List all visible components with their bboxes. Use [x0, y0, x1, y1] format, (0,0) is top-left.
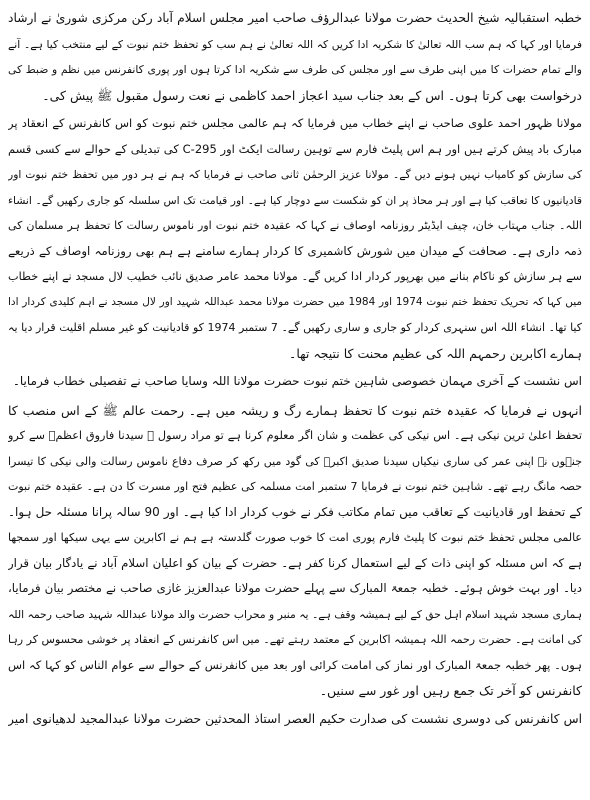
- text-line: ہمارے اکابرین رحمہم اللہ کی عظیم محنت کا نتیجہ تھا۔: [289, 345, 582, 361]
- text-line: ہماری مسجد شہید اسلام اہل حق کے لیے ہمیشہ وقف ہے۔ یہ منبر و محراب حضرت والد مولانا عبداللہ شہید صاحب رحمہ اللہ: [8, 607, 582, 621]
- paragraph-speeches: [8, 111, 582, 366]
- text-line: درخواست بھی کرتا ہوں۔ اس کے بعد جناب سید اعجاز احمد کاظمی نے نعت رسول مقبول ﷺ پیش کی۔: [42, 87, 582, 103]
- text-line: کی امانت ہے۔ حضرت رحمہ اللہ ہمیشہ اکابرین کے معتمد رہتے تھے۔ میں اس کانفرنس کے انعقاد پر خوشی محسوس کر رہا: [8, 633, 582, 646]
- text-line: مولانا ظہور احمد علوی صاحب نے اپنے خطاب میں فرمایا کہ ہم عالمی مجلس ختم نبوت کو اس کانفرنس کے انعقاد پر: [8, 116, 582, 130]
- text-line: خطبہ استقبالیہ شیخ الحدیث حضرت مولانا عبدالرؤف صاحب امیر مجلس اسلام آباد رکن مرکزی شوریٰ نے ارشاد: [8, 11, 582, 25]
- paragraph-address-summary: [8, 398, 582, 704]
- text-line: کانفرنس کو آخر تک جمع رہیں اور غور سے سنیں۔: [319, 683, 582, 698]
- text-line: اللہ۔ جناب مہتاب خان، چیف ایڈیٹر روزنامہ اوصاف نے کہا کہ عقیدہ ختم نبوت اور ناموس رسالت کا تحفظ ہر مسلمان کی: [8, 219, 582, 232]
- text-line: کیا تھا۔ انشاء اللہ اس سنہری کردار کو جاری و ساری رکھیں گے۔ 7 ستمبر 1974 کو قادیانیت کو غیر مسلم اقلیت قرار دیا یہ: [8, 321, 582, 334]
- text-line: ہوں۔ پھر خطبہ جمعۃ المبارک اور نماز کی امامت کرائی اور بعد میں کانفرنس کے حوالے سے عوام الناس کو کہا کہ اس: [8, 657, 582, 672]
- text-line: تحفظ اعلیٰ ترین نیکی ہے۔ اس نیکی کی عظمت و شان اگر معلوم کرنا ہے تو مراد رسول ﷺ سیدنا فاروق اعظمؓ سے کرو: [8, 429, 582, 442]
- paragraph-chief-guest: [8, 369, 582, 395]
- text-line: والے تمام حضرات کا میں اپنی طرف سے اور مجلس کی طرف سے شکریہ ادا کرتا ہوں اور پوری کانفرنس میں نظم و ضبط کی: [8, 63, 582, 76]
- text-line: عالمی مجلس تحفظ ختم نبوت کا پلیٹ فارم پوری امت کا خوب صورت گلدستہ ہے ہم نے اکابرین سے یہی سیکھا اور سمجھا: [8, 531, 582, 544]
- text-line: کی سازش کو کامیاب نہیں ہونے دیں گے۔ مولانا عزیز الرحمٰن ثانی صاحب نے فرمایا کہ ہم نے ہر دور میں تحفظ ختم نبوت اور: [8, 168, 582, 181]
- paragraph-welcome-address: [8, 6, 582, 108]
- text-line: حصہ مانگ رہے تھے۔ شاہین ختم نبوت نے فرمایا 7 ستمبر امت مسلمہ کی عظیم فتح اور مسرت کا دن ہے۔ عقیدہ ختم نبوت: [8, 480, 582, 493]
- text-line: سے ہر سازش کو ناکام بنانے میں بھرپور کردار ادا کریں گے۔ مولانا محمد عامر صدیق نائب خطیب لال مسجد نے اپنے خطاب: [8, 270, 582, 283]
- text-line: انہوں نے فرمایا کہ عقیدہ ختم نبوت کا تحفظ ہمارے رگ و ریشہ میں ہے۔ رحمت عالم ﷺ کے اس منصب کا: [8, 402, 582, 418]
- text-line: میں کہا کہ تحریک تحفظ ختم نبوت 1974 اور 1984 میں حضرت مولانا محمد عبداللہ شہید اور لال مسجد نے اہم کلیدی کردار ادا: [8, 295, 582, 308]
- text-line: اس کانفرنس کی دوسری نشست کی صدارت حکیم العصر استاذ المحدثین حضرت مولانا عبدالمجید لدھیانوی امیر: [8, 711, 582, 726]
- text-line: فرمایا اور کہا کہ ہم سب اللہ تعالیٰ کا شکریہ ادا کریں کہ اللہ تعالیٰ نے ہم سب کو تحفظ ختم نبوت کے لیے منتخب کیا ہے۔ آنے: [8, 37, 582, 51]
- text-line: اس نشست کے آخری مہمان خصوصی شاہین ختم نبوت حضرت مولانا اللہ وسایا صاحب نے تفصیلی خطاب فرمایا۔: [12, 374, 582, 388]
- text-line: مبارک باد پیش کرتے ہیں اور ہم اس پلیٹ فارم سے توہین رسالت ایکٹ اور 295-C کی تبدیلی کے حوالے سے کسی قسم: [8, 141, 582, 156]
- text-line: ہے کہ اس مسئلہ کو اپنی ذات کے لیے استعمال کرنا کفر ہے۔ حضرت کے بیان کو اعلیان اسلام آباد نے یادگار بیان قرار: [8, 555, 582, 570]
- text-line: قادیانیوں کا تعاقب کیا ہے اور ہر محاذ پر ان کو شکست سے دوچار کیا ہے۔ اور قیامت تک اس سلسلہ کو جاری رکھیں گے۔ انشاء: [8, 193, 582, 207]
- text-line: کے تحفظ اور قادیانیت کے تعاقب میں تمام مکاتب فکر نے خوب کردار ادا کیا ہے۔ اور 90 سالہ پرانا مسئلہ حل ہوا۔: [8, 504, 582, 519]
- text-line: ذمہ داری ہے۔ صحافت کے میدان میں شورش کاشمیری کا کردار ہمارے سامنے ہے ہم بھی روزنامہ اوصاف کے ذریعے: [8, 243, 582, 258]
- paragraph-second-session: [8, 707, 582, 733]
- text-line: دیا۔ اور بہت خوش ہوئے۔ خطبہ جمعۃ المبارک سے پہلے حضرت مولانا عبدالعزیز غازی صاحب نے مختصر بیان فرمایا،: [8, 581, 582, 595]
- text-line: جنہوں نے اپنی عمر کی ساری نیکیاں سیدنا صدیق اکبرؓ کی گود میں رکھ کر صرف دفاع ناموس رسالت والی نیکی کا تیسرا: [8, 454, 582, 468]
